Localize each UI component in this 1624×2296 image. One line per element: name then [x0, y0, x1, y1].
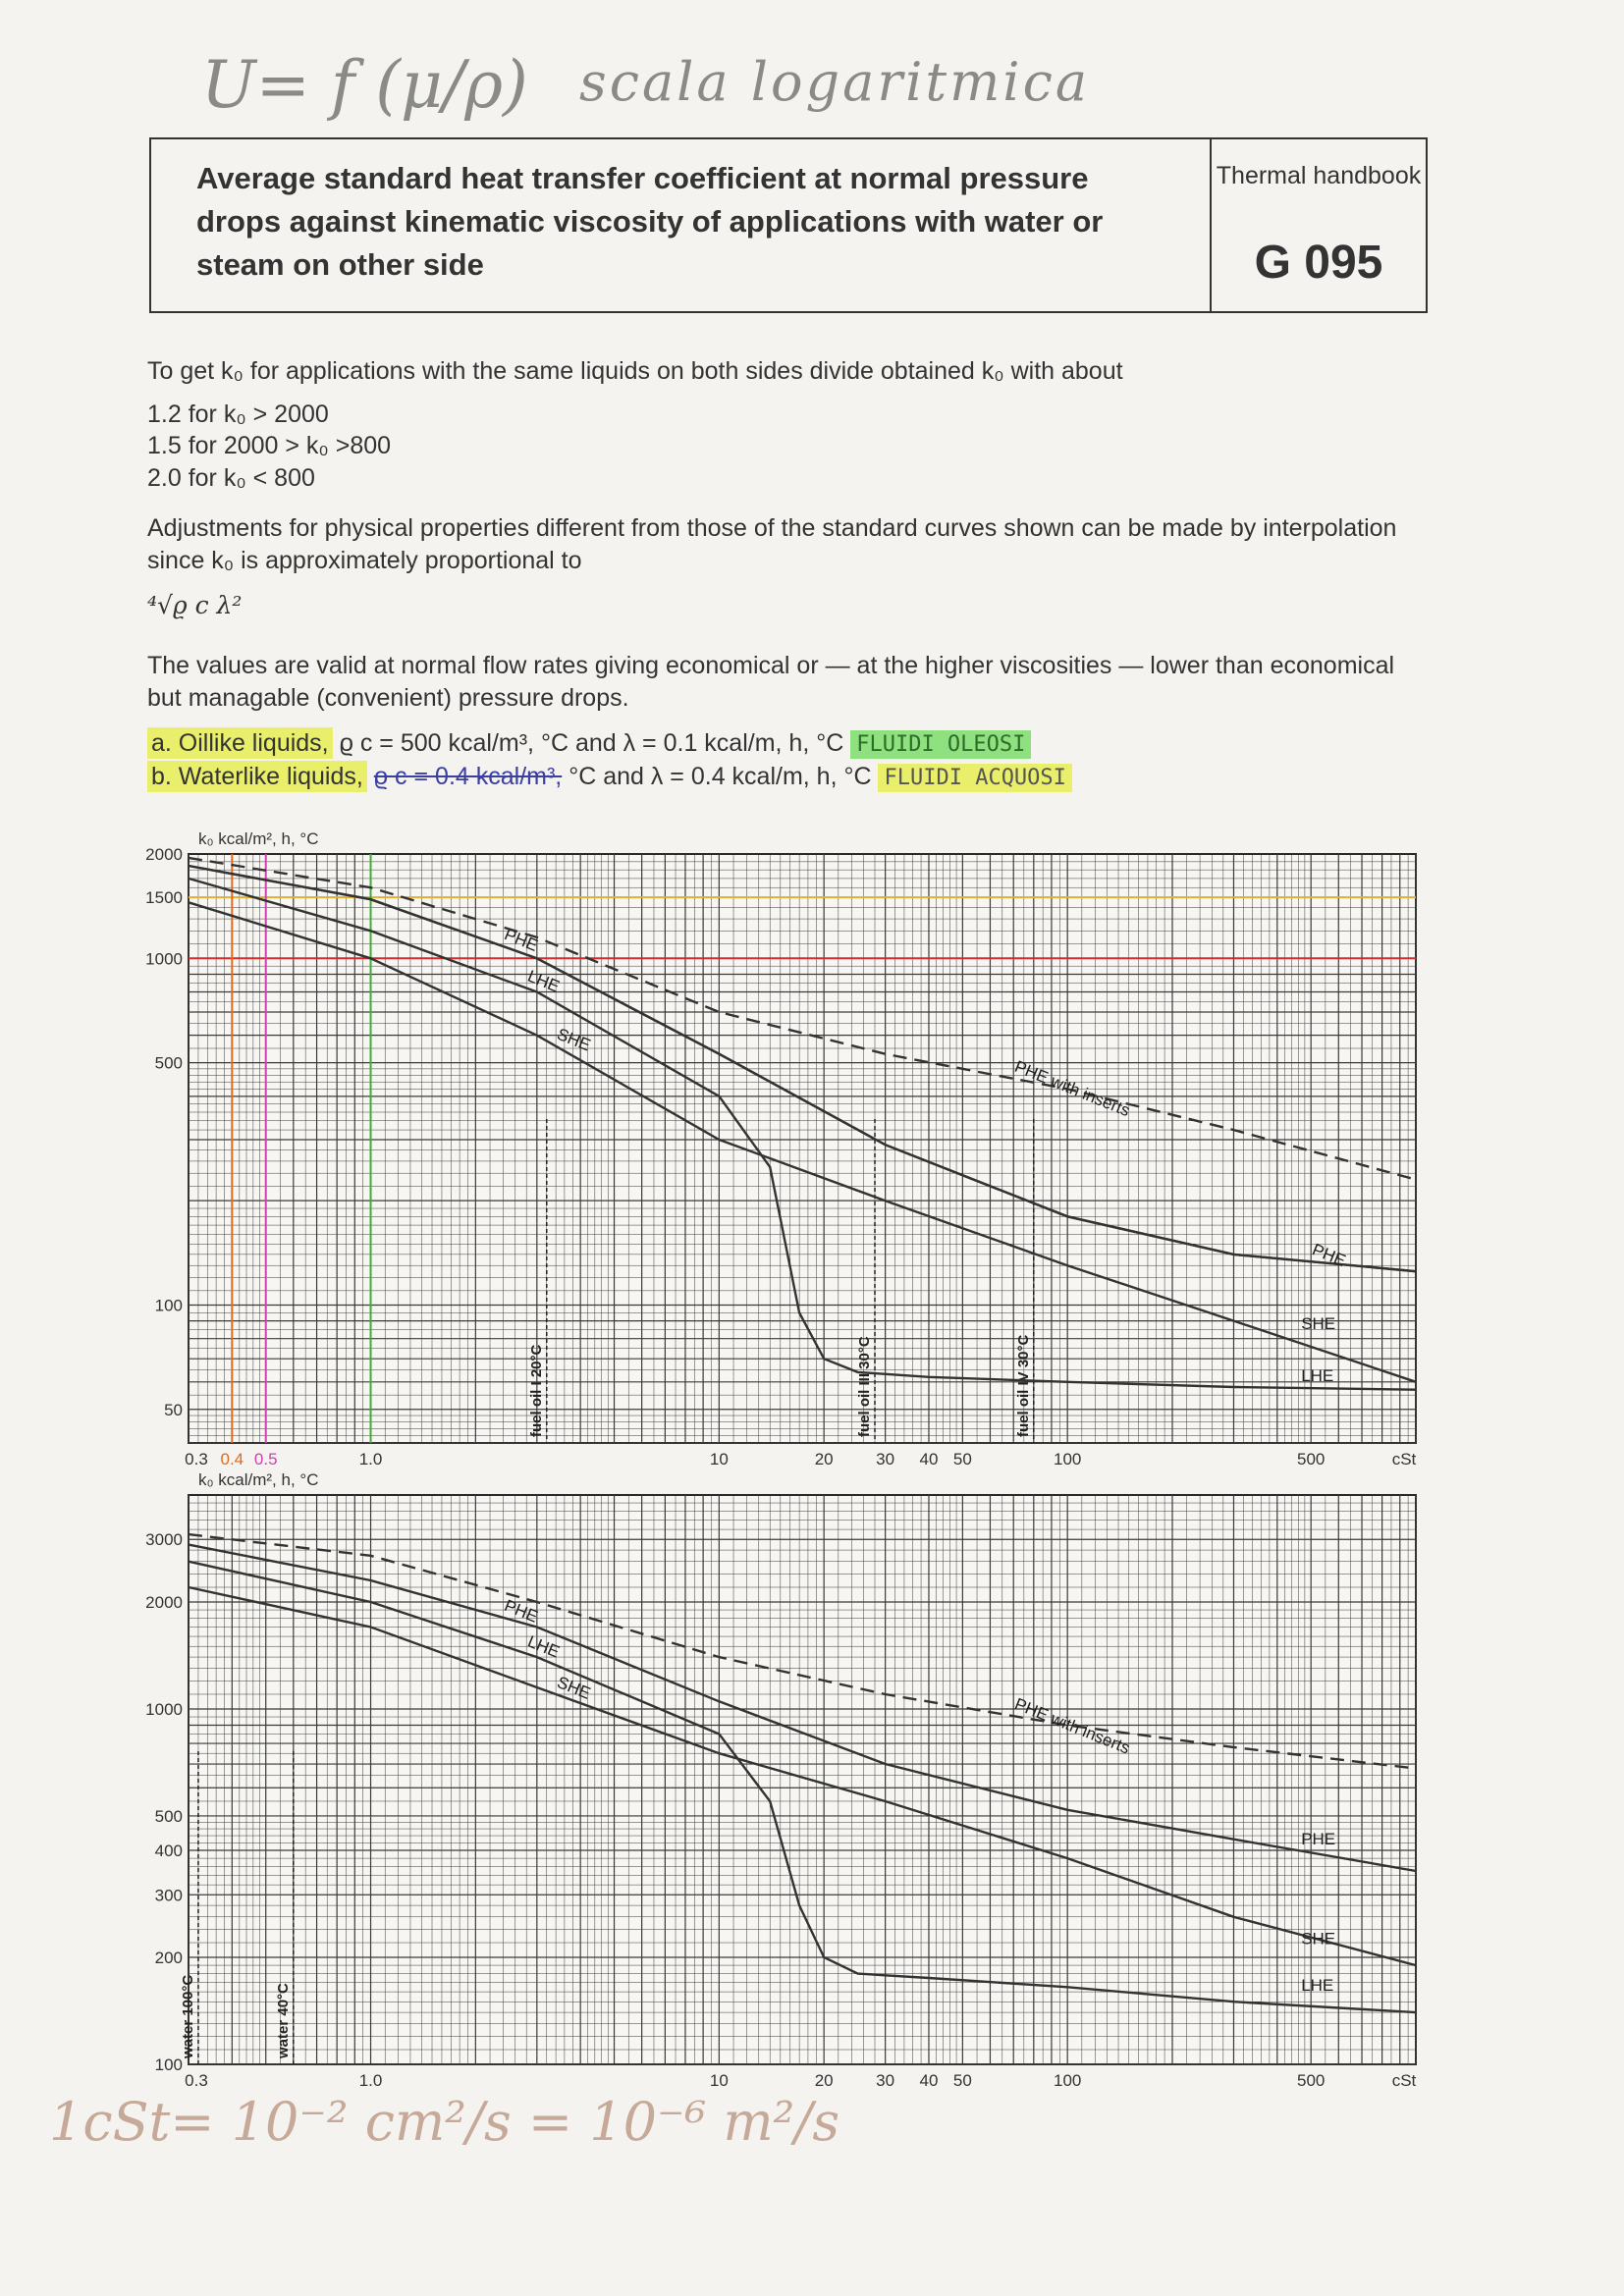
x-tick-label: 50 [952, 1450, 972, 1468]
series-label: LHE [524, 1631, 563, 1662]
handwritten-footer: 1cSt= 10⁻² cm²/s = 10⁻⁶ m²/s [49, 2091, 840, 2153]
page-title: Average standard heat transfer coefficient at normal pressure drops against kinematic viscosity of applications with water or steam on other side [196, 161, 1104, 282]
x-axis-unit: cSt [1391, 1450, 1417, 1468]
series-label: SHE [554, 1673, 594, 1703]
plot-area [189, 854, 1416, 1443]
y-tick-label: 100 [154, 2056, 183, 2074]
water-note: FLUIDI ACQUOSI [878, 764, 1071, 792]
oil-props: ϱ c = 500 kcal/m³, °C and λ = 0.1 kcal/m, h, °C [339, 729, 844, 757]
series-label: SHE [1301, 1313, 1336, 1333]
x-tick-label: 100 [1053, 2071, 1082, 2090]
chart-oillike [118, 825, 1453, 1472]
x-tick-label-extra: 0.4 [220, 1450, 244, 1468]
divide-text: To get k₀ for applications with the same liquids on both sides divide obtained k₀ with about [147, 357, 1123, 385]
x-tick-label: 1.0 [358, 2071, 383, 2090]
x-tick-label: 100 [1053, 1450, 1082, 1468]
y-tick-label: 1500 [145, 888, 183, 908]
series-label: PHE [1301, 1830, 1336, 1849]
x-tick-label: 10 [709, 1450, 729, 1468]
water-label: b. Waterlike liquids, [147, 761, 367, 792]
x-tick-label: 40 [919, 1450, 939, 1468]
y-tick-label: 200 [154, 1949, 183, 1968]
water-struck: ϱ c = 0.4 kcal/m³, [373, 763, 563, 790]
x-tick-label-extra: 0.5 [253, 1450, 278, 1468]
adjust-text: Adjustments for physical properties different from those of the standard curves shown can be made by interpolation since k₀ is approximately proportional to [147, 514, 1397, 574]
series-label: PHE with inserts [1011, 1694, 1133, 1758]
water-props: °C and λ = 0.4 kcal/m, h, °C [568, 763, 872, 790]
rule-1: 1.2 for k₀ > 2000 [147, 400, 329, 428]
fluid-marker-label: fuel oil IV 30°C [1014, 1334, 1032, 1437]
x-tick-label: 30 [876, 1450, 895, 1468]
series-label: PHE with inserts [1011, 1056, 1133, 1121]
y-tick-label: 1000 [145, 949, 183, 969]
x-axis-unit: cSt [1391, 2071, 1417, 2090]
water-line [147, 761, 1434, 794]
y-axis-label: k₀ kcal/m², h, °C [198, 1470, 319, 1489]
y-tick-label: 50 [164, 1400, 183, 1419]
rule-3: 2.0 for k₀ < 800 [147, 464, 315, 492]
y-tick-label: 100 [154, 1296, 183, 1315]
rule-2: 1.5 for 2000 > k₀ >800 [147, 432, 392, 459]
x-tick-label: 1.0 [358, 1450, 383, 1468]
y-tick-label: 500 [154, 1806, 183, 1826]
oil-note: FLUIDI OLEOSI [850, 730, 1031, 759]
title-box [149, 137, 1428, 313]
series-label: PHE [501, 1595, 541, 1627]
chart-waterlike [118, 1468, 1453, 2096]
x-tick-label: 20 [814, 2071, 834, 2090]
y-tick-label: 2000 [145, 845, 183, 864]
valid-text: The values are valid at normal flow rates giving economical or — at the higher viscosities — lower than economical but managable (convenient) pressure drops. [147, 652, 1395, 712]
y-tick-label: 400 [154, 1842, 183, 1861]
series-label: SHE [1301, 1929, 1336, 1949]
x-tick-label: 500 [1297, 1450, 1326, 1468]
handbook-label: Thermal handbook [1216, 162, 1422, 189]
fluid-marker-label: fuel oil I 20°C [527, 1344, 545, 1437]
y-tick-label: 3000 [145, 1530, 183, 1550]
proportional-formula: ⁴√ϱ c λ² [147, 591, 243, 619]
series-label: LHE [1301, 1976, 1334, 1996]
y-axis-label: k₀ kcal/m², h, °C [198, 829, 319, 848]
x-tick-label: 500 [1297, 2071, 1326, 2090]
y-tick-label: 300 [154, 1886, 183, 1905]
grid [189, 854, 1416, 1443]
x-tick-label: 40 [919, 2071, 939, 2090]
x-tick-label: 10 [709, 2071, 729, 2090]
series-label: SHE [554, 1024, 594, 1055]
y-tick-label: 500 [154, 1053, 183, 1073]
x-tick-label: 20 [814, 1450, 834, 1468]
fluid-marker-label: fuel oil III 30°C [856, 1336, 874, 1437]
fluid-marker-label: water 40°C [274, 1983, 292, 2058]
series-label: PHE [501, 925, 541, 955]
series-label: LHE [524, 966, 563, 996]
oil-line [147, 727, 1434, 761]
series-label: PHE [1309, 1240, 1349, 1271]
x-tick-label: 0.3 [185, 1450, 208, 1468]
series-label: LHE [1301, 1366, 1334, 1386]
handbook-code: G 095 [1254, 237, 1383, 289]
handwritten-note: scala logaritmica [579, 51, 1091, 113]
x-tick-label: 0.3 [185, 2071, 208, 2090]
oil-label: a. Oillike liquids, [147, 727, 333, 759]
y-tick-label: 1000 [145, 1699, 183, 1719]
y-tick-label: 2000 [145, 1592, 183, 1612]
fluid-marker-label: water 100°C [179, 1974, 196, 2058]
x-tick-label: 50 [952, 2071, 972, 2090]
x-tick-label: 30 [876, 2071, 895, 2090]
handwritten-formula: U= f (μ/ρ) [201, 47, 528, 123]
